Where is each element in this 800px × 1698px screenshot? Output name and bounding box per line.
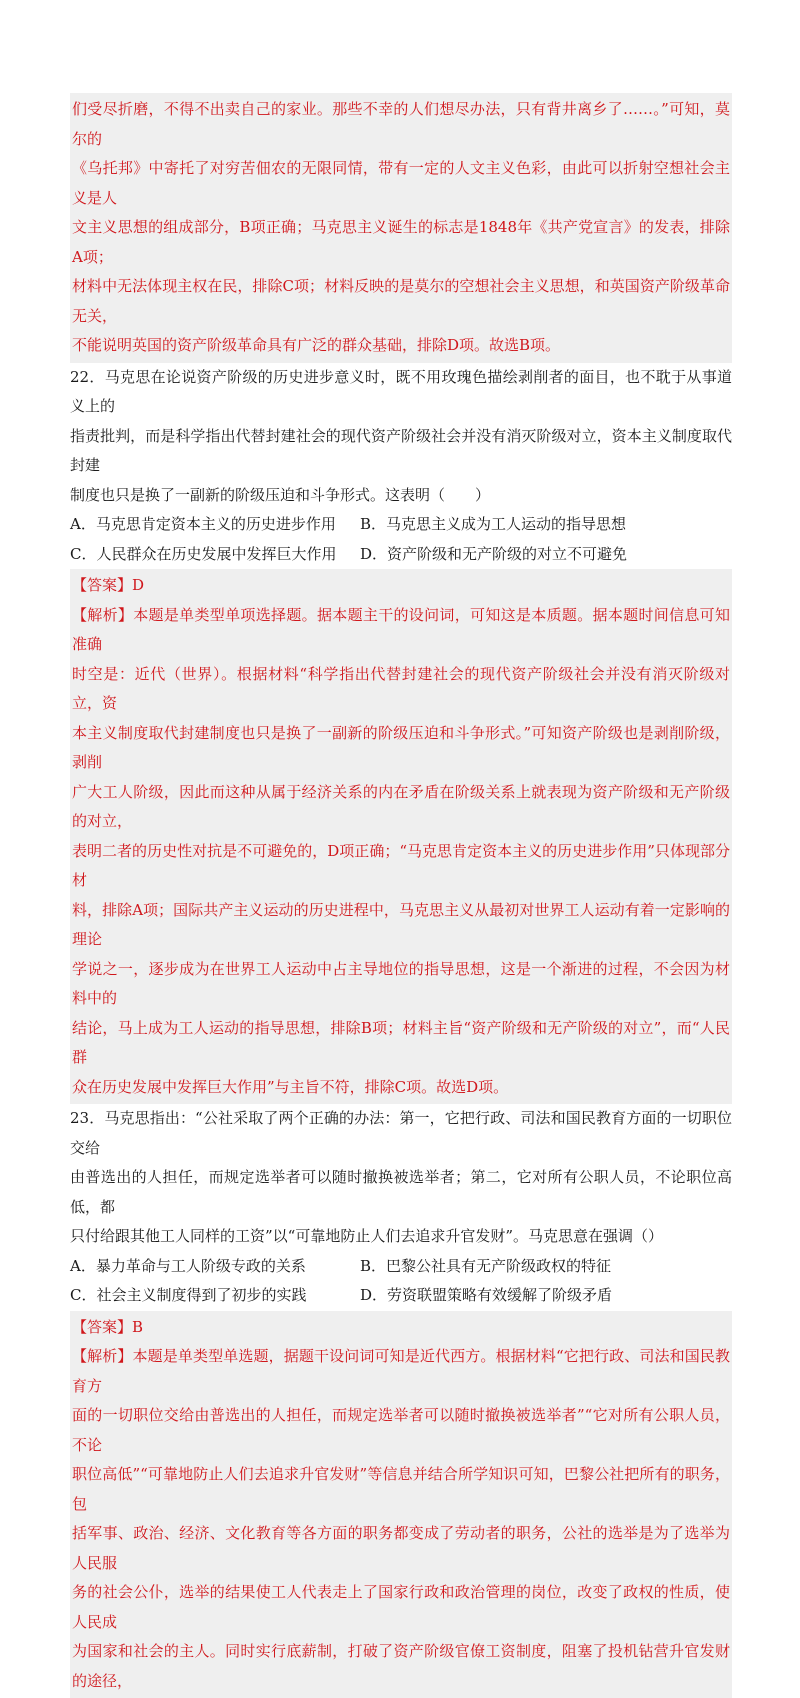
analysis-line: 为国家和社会的主人。同时实行底薪制，打破了资产阶级官僚工资制度，阻塞了投机钻营升官发财的途径， [72,1637,730,1696]
previous-analysis-continuation [70,93,732,363]
option-a: A．暴力革命与工人阶级专政的关系 [70,1252,360,1282]
option-b: B．巴黎公社具有无产阶级政权的特征 [360,1252,611,1282]
options-row [70,1252,732,1282]
option-a: A．马克思肯定资本主义的历史进步作用 [70,510,360,540]
question-stem-line: 22．马克思在论说资产阶级的历史进步意义时，既不用玫瑰色描绘剥削者的面目，也不耽于从事道义上的 [70,363,732,422]
option-d: D．资产阶级和无产阶级的对立不可避免 [360,540,627,570]
analysis-line: 时空是：近代（世界）。根据材料“科学指出代替封建社会的现代资产阶级社会并没有消灭阶级对立，资 [72,660,730,719]
options-row [70,510,732,540]
analysis-line: 学说之一，逐步成为在世界工人运动中占主导地位的指导思想，这是一个渐进的过程，不会因为材料中的 [72,955,730,1014]
question-22 [70,363,732,570]
analysis-line: 括军事、政治、经济、文化教育等各方面的职务都变成了劳动者的职务，公社的选举是为了选举为人民服 [72,1519,730,1578]
answer-line [72,1313,730,1343]
answer-tag: 【答案】 [72,1318,132,1336]
analysis-line [72,601,730,660]
analysis-line: 《乌托邦》中寄托了对穷苦佃农的无限同情，带有一定的人文主义色彩，由此可以折射空想社会主义是人 [72,154,730,213]
question-stem-line: 制度也只是换了一副新的阶级压迫和斗争形式。这表明（ ） [70,481,732,511]
answer-line [72,571,730,601]
question-23 [70,1104,732,1311]
answer-block-23 [70,1311,732,1698]
analysis-line: 本主义制度取代封建制度也只是换了一副新的阶级压迫和斗争形式。”可知资产阶级也是剥削阶级，剥削 [72,719,730,778]
analysis-tag: 【解析】 [72,1347,133,1365]
analysis-line: 面的一切职位交给由普选出的人担任，而规定选举者可以随时撤换被选举者”“它对所有公职人员，不论 [72,1401,730,1460]
option-c: C．社会主义制度得到了初步的实践 [70,1281,360,1311]
answer-tag: 【答案】 [72,576,132,594]
analysis-text: 本题是单类型单项选择题。据本题主干的设问词，可知这是本质题。据本题时间信息可知准确 [72,606,730,654]
analysis-line: 务的社会公仆，选举的结果使工人代表走上了国家行政和政治管理的岗位，改变了政权的性质，使人民成 [72,1578,730,1637]
question-stem-line: 只付给跟其他工人同样的工资”以“可靠地防止人们去追求升官发财”。马克思意在强调（） [70,1222,732,1252]
question-stem-line: 指责批判，而是科学指出代替封建社会的现代资产阶级社会并没有消灭阶级对立，资本主义制度取代封建 [70,422,732,481]
answer-value: B [132,1318,143,1336]
analysis-line: 文主义思想的组成部分，B项正确；马克思主义诞生的标志是1848年《共产党宣言》的发表，排除A项； [72,213,730,272]
question-stem-line: 23．马克思指出：“公社采取了两个正确的办法：第一，它把行政、司法和国民教育方面的一切职位交给 [70,1104,732,1163]
option-c: C．人民群众在历史发展中发挥巨大作用 [70,540,360,570]
analysis-line: 料，排除A项；国际共产主义运动的历史进程中，马克思主义从最初对世界工人运动有着一定影响的理论 [72,896,730,955]
analysis-line: 材料中无法体现主权在民，排除C项；材料反映的是莫尔的空想社会主义思想，和英国资产阶级革命无关， [72,272,730,331]
question-stem-line: 由普选出的人担任，而规定选举者可以随时撤换被选举者；第二，它对所有公职人员，不论职位高低，都 [70,1163,732,1222]
analysis-line: 广大工人阶级，因此而这种从属于经济关系的内在矛盾在阶级关系上就表现为资产阶级和无产阶级的对立， [72,778,730,837]
analysis-line: 不能说明英国的资产阶级革命具有广泛的群众基础，排除D项。故选B项。 [72,331,730,361]
analysis-tag: 【解析】 [72,606,133,624]
answer-block-22 [70,569,732,1104]
option-b: B．马克思主义成为工人运动的指导思想 [360,510,626,540]
option-d: D．劳资联盟策略有效缓解了阶级矛盾 [360,1281,612,1311]
answer-value: D [132,576,144,594]
analysis-line: 们受尽折磨，不得不出卖自己的家业。那些不幸的人们想尽办法，只有背井离乡了……。”可知，莫尔的 [72,95,730,154]
analysis-line: 职位高低”“可靠地防止人们去追求升官发财”等信息并结合所学知识可知，巴黎公社把所有的职务，包 [72,1460,730,1519]
analysis-line: 众在历史发展中发挥巨大作用”与主旨不符，排除C项。故选D项。 [72,1073,730,1103]
options-row [70,540,732,570]
options-row [70,1281,732,1311]
analysis-line: 表明二者的历史性对抗是不可避免的，D项正确；“马克思肯定资本主义的历史进步作用”只体现部分材 [72,837,730,896]
analysis-line [72,1342,730,1401]
page-content [70,93,732,1698]
analysis-text: 本题是单类型单选题，据题干设问词可知是近代西方。根据材料“它把行政、司法和国民教育方 [72,1347,730,1395]
analysis-line: 结论，马上成为工人运动的指导思想，排除B项；材料主旨“资产阶级和无产阶级的对立”，而“人民群 [72,1014,730,1073]
